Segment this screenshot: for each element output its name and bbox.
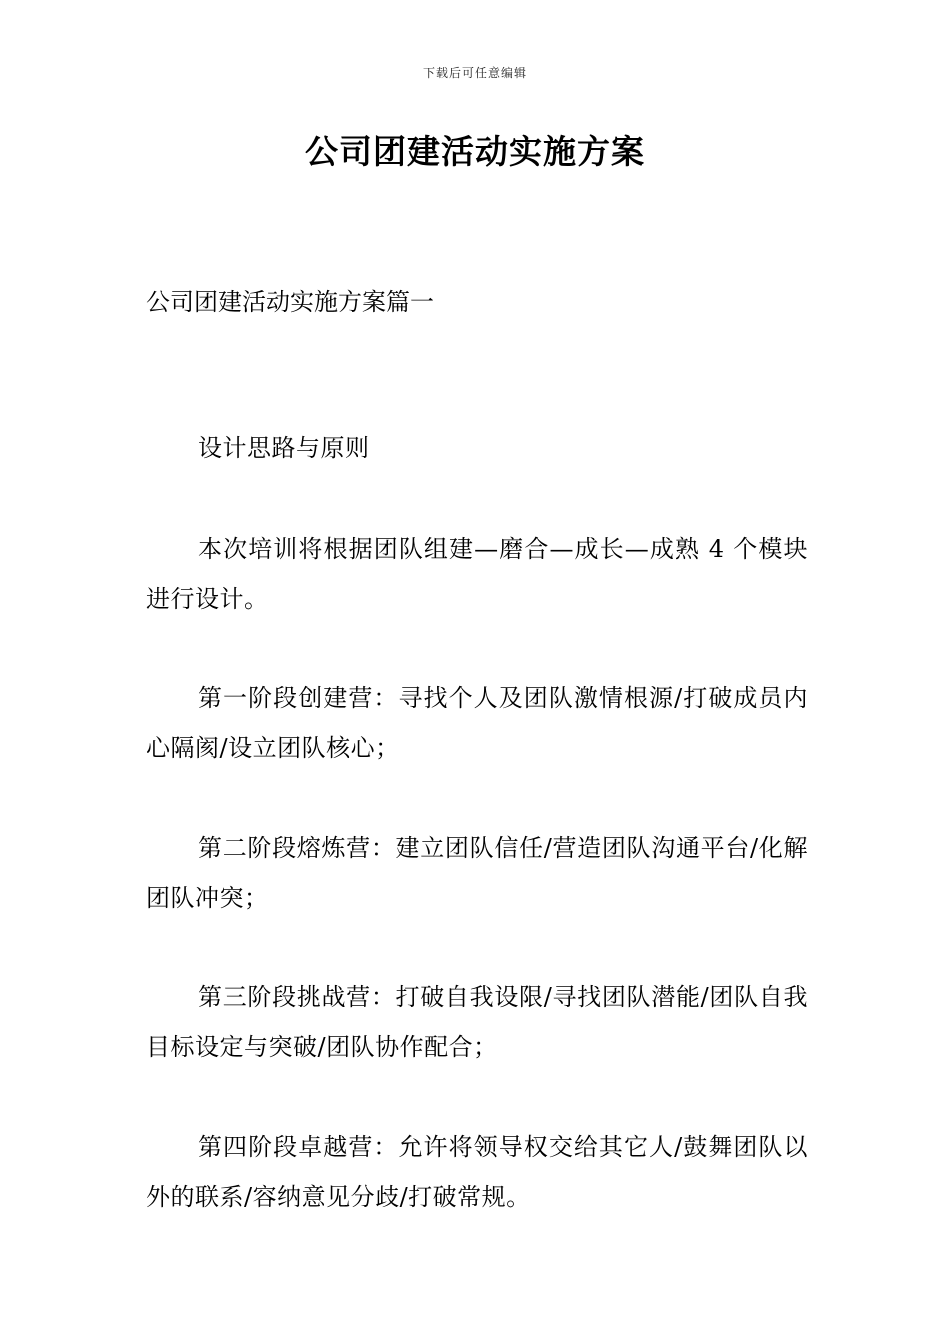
paragraph-stage-4: 第四阶段卓越营：允许将领导权交给其它人/鼓舞团队以外的联系/容纳意见分歧/打破常规。 [146,1133,808,1211]
paragraph-stage-2: 第二阶段熔炼营：建立团队信任/营造团队沟通平台/化解团队冲突； [146,834,808,912]
download-note: 下载后可任意编辑 [422,66,527,80]
paragraph-design-principles: 设计思路与原则 [198,434,370,462]
paragraph-stage-1: 第一阶段创建营：寻找个人及团队激情根源/打破成员内心隔阂/设立团队核心； [146,684,808,762]
section-heading: 公司团建活动实施方案篇一 [146,288,434,316]
document-title: 公司团建活动实施方案 [305,132,645,171]
paragraph-intro: 本次培训将根据团队组建—磨合—成长—成熟 4 个模块进行设计。 [146,535,808,613]
paragraph-stage-3: 第三阶段挑战营：打破自我设限/寻找团队潜能/团队自我目标设定与突破/团队协作配合； [146,983,808,1061]
